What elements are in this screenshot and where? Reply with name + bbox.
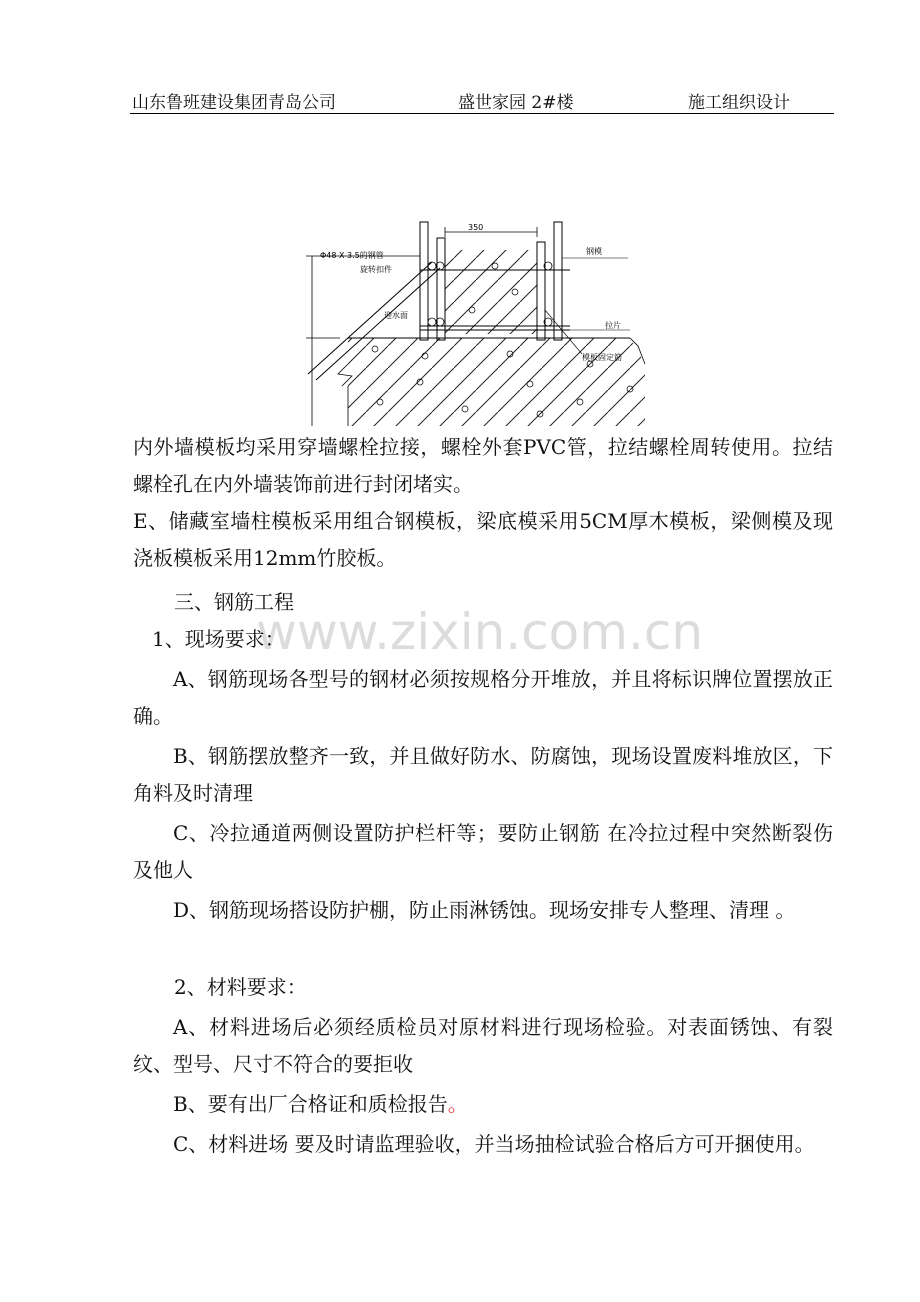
header-project: 盛世家园 2#楼	[458, 93, 574, 113]
item-b-material-text: B、要有出厂合格证和质检报告	[173, 1092, 448, 1116]
dim-350: 350	[468, 223, 484, 232]
label-pipe: Φ48 X 3.5的钢管	[320, 251, 384, 260]
subsection-site-requirements: 1、现场要求：	[152, 627, 285, 651]
page-header	[130, 88, 834, 114]
item-b-site: B、钢筋摆放整齐一致，并且做好防水、防腐蚀，现场设置废料堆放区，下角料及时清理	[133, 744, 833, 805]
subsection-material-requirements: 2、材料要求：	[174, 975, 307, 999]
item-d-site: D、钢筋现场搭设防护棚，防止雨淋锈蚀。现场安排专人整理、清理 。	[173, 898, 796, 922]
label-clamp: 旋转扣件	[360, 265, 392, 274]
paragraph-tie-bolts: 内外墙模板均采用穿墙螺栓拉接，螺栓外套PVC管，拉结螺栓周转使用。拉结螺栓孔在内外墙装饰前进行封闭堵实。	[133, 435, 833, 496]
header-rule	[130, 113, 834, 114]
label-steel-form: 钢模	[586, 247, 602, 256]
header-company: 山东鲁班建设集团青岛公司	[132, 93, 336, 113]
watermark: www.zixin.com.cn	[256, 603, 704, 661]
label-tie: 拉片	[605, 321, 621, 330]
item-a-site: A、钢筋现场各型号的钢材必须按规格分开堆放，并且将标识牌位置摆放正确。	[133, 667, 833, 728]
formwork-diagram	[300, 214, 650, 426]
item-c-material: C、材料进场 要及时请监理验收，并当场抽检试验合格后方可开捆使用。	[173, 1132, 815, 1156]
item-b-material	[133, 1086, 833, 1123]
section-rebar-heading: 三、钢筋工程	[174, 590, 294, 614]
paragraph-storage-formwork: E、储藏室墙柱模板采用组合钢模板，梁底模采用5CM厚木模板，梁侧模及现浇板模板采用12mm竹胶板。	[133, 509, 833, 570]
item-b-material-period: 。	[447, 1092, 468, 1116]
label-water-face: 迎水面	[384, 311, 408, 320]
item-c-site: C、冷拉通道两侧设置防护栏杆等；要防止钢筋 在冷拉过程中突然断裂伤及他人	[133, 821, 833, 882]
header-doc-type: 施工组织设计	[688, 93, 790, 113]
item-a-material: A、材料进场后必须经质检员对原材料进行现场检验。对表面锈蚀、有裂纹、型号、尺寸不符合的要拒收	[133, 1015, 833, 1076]
label-form-bar: 模板固定筋	[582, 353, 622, 362]
